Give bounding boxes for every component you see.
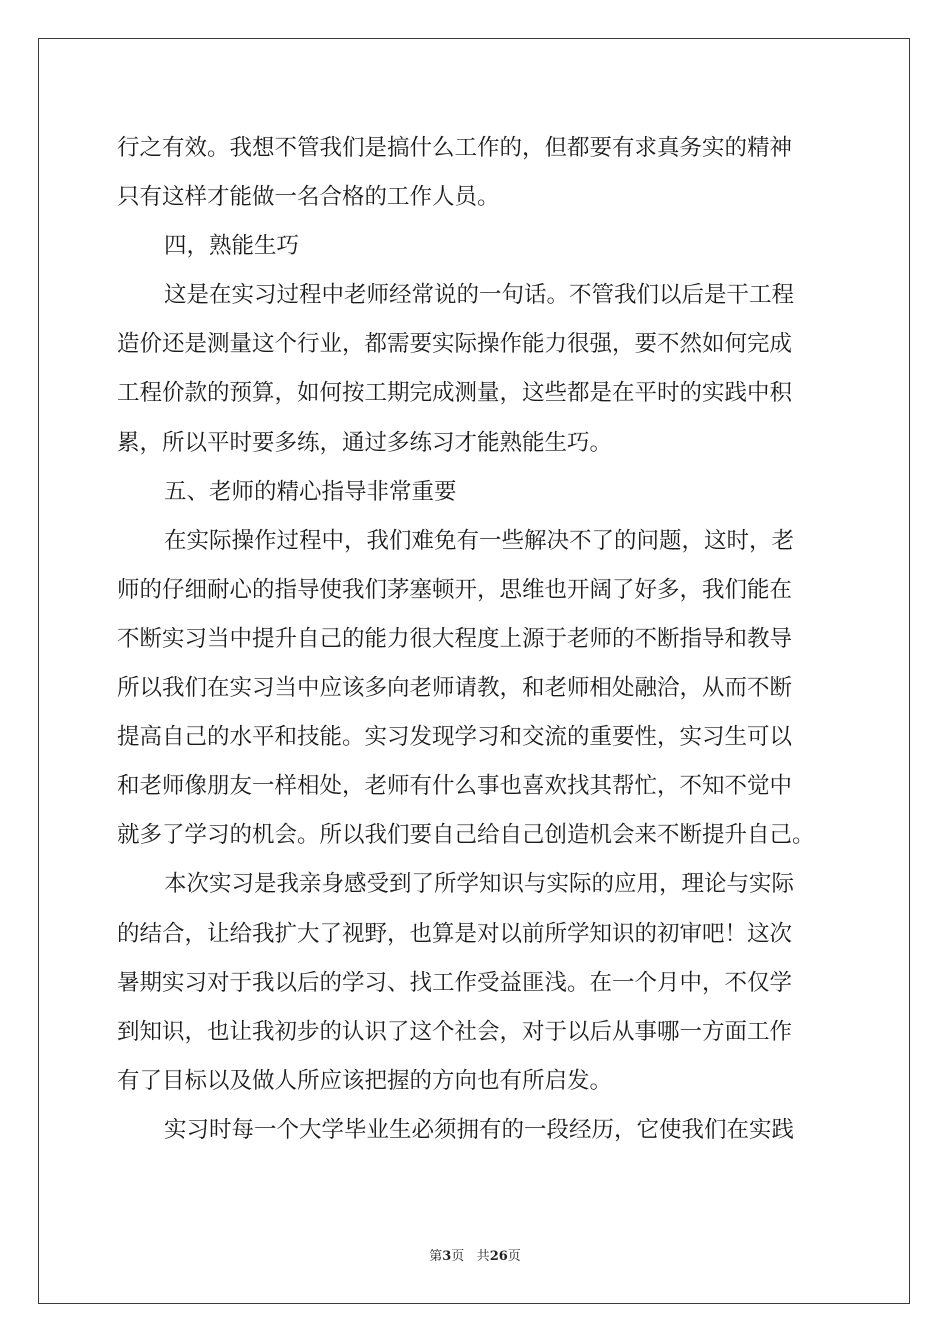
text-line-12: 所以我们在实习当中应该多向老师请教，和老师相处融洽，从而不断 [117, 675, 793, 702]
text-line-16: 本次实习是我亲身感受到了所学知识与实际的应用，理论与实际 [164, 871, 795, 898]
text-line-18: 暑期实习对于我以后的学习、找工作受益匪浅。在一个月中，不仅学 [117, 969, 793, 996]
text-line-5: 造价还是测量这个行业，都需要实际操作能力很强，要不然如何完成 [117, 331, 793, 358]
text-line-21: 实习时每一个大学毕业生必须拥有的一段经历，它使我们在实践 [164, 1116, 795, 1143]
page-suffix: 页 [451, 1249, 465, 1264]
page-footer [0, 1245, 950, 1264]
section-heading-4: 四，熟能生巧 [164, 233, 300, 260]
document-body [117, 124, 837, 1155]
text-line-9: 在实际操作过程中，我们难免有一些解决不了的问题，这时，老 [164, 527, 795, 554]
page-prefix: 第 [429, 1249, 443, 1264]
page-number: 3 [442, 1249, 452, 1264]
total-suffix: 页 [507, 1249, 521, 1264]
text-line-15: 就多了学习的机会。所以我们要自己给自己创造机会来不断提升自己。 [117, 822, 815, 849]
text-line-7: 累，所以平时要多练，通过多练习才能熟能生巧。 [117, 429, 613, 456]
total-prefix: 共 [476, 1249, 490, 1264]
text-line-6: 工程价款的预算，如何按工期完成测量，这些都是在平时的实践中积 [117, 380, 793, 407]
text-line-14: 和老师像朋友一样相处，老师有什么事也喜欢找其帮忙，不知不觉中 [117, 773, 793, 800]
total-pages: 26 [489, 1249, 508, 1264]
text-line-11: 不断实习当中提升自己的能力很大程度上源于老师的不断指导和教导 [117, 625, 793, 652]
text-line-20: 有了目标以及做人所应该把握的方向也有所启发。 [117, 1067, 613, 1094]
section-heading-5: 五、老师的精心指导非常重要 [164, 478, 457, 505]
text-line-19: 到知识，也让我初步的认识了这个社会，对于以后从事哪一方面工作 [117, 1018, 793, 1045]
text-line-10: 师的仔细耐心的指导使我们茅塞顿开，思维也开阔了好多，我们能在 [117, 576, 793, 603]
text-line-4: 这是在实习过程中老师经常说的一句话。不管我们以后是干工程 [164, 282, 795, 309]
text-line-13: 提高自己的水平和技能。实习发现学习和交流的重要性，实习生可以 [117, 724, 793, 751]
text-line-1: 行之有效。我想不管我们是搞什么工作的，但都要有求真务实的精神 [117, 135, 793, 161]
text-line-17: 的结合，让给我扩大了视野，也算是对以前所学知识的初审吧！这次 [117, 920, 793, 947]
text-line-2: 只有这样才能做一名合格的工作人员。 [117, 184, 500, 211]
